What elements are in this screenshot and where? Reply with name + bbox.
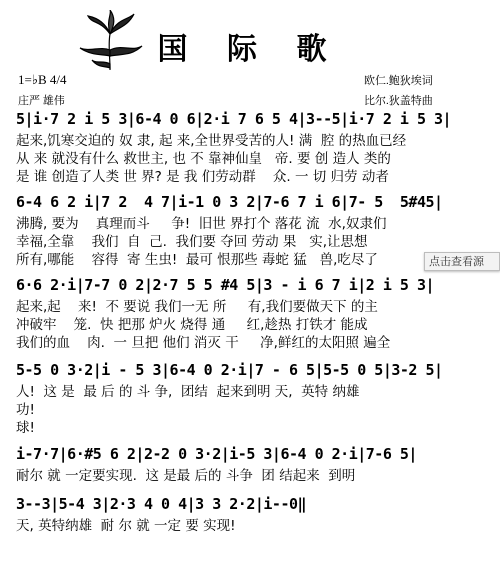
lyric-line: 球! xyxy=(16,420,35,436)
lyric-line: 耐尔 就 一定要实现. 这 是最 后的 斗争 团 结起来 到明 xyxy=(16,468,356,484)
lyric-line: 人! 这 是 最 后 的 斗 争, 团结 起来到明 天, 英特 纳雄 xyxy=(16,384,360,400)
lyric-line: 起来,起 来! 不 要说 我们一无 所 有,我们要做天下 的主 xyxy=(16,299,378,315)
lyricist-credit: 欧仁.鲍狄埃词 xyxy=(364,75,433,87)
key-signature: 1=♭B 4/4 xyxy=(18,72,67,87)
notation-line: 5-5 0 3·2|i - 5 3|6-4 0 2·i|7 - 6 5|5-5 0 5|3-2 5| xyxy=(16,361,443,379)
lyric-line: 沸腾, 要为 真理而斗 争! 旧世 界打个 落花 流 水,奴隶们 xyxy=(16,216,387,232)
lyric-line: 从 来 就没有什么 救世主, 也 不 靠神仙皇 帝. 要 创 造人 类的 xyxy=(16,151,391,167)
lyric-line: 我们的血 肉. 一 旦把 他们 消灭 干 净,鲜红的太阳照 遍全 xyxy=(16,335,391,351)
notation-line: 6-4 6 2 i|7 2 4 7|i-1 0 3 2|7-6 7 i 6|7- 5 5#45| xyxy=(16,193,443,211)
song-title: 国 际 歌 xyxy=(157,33,343,66)
notation-line: i-7·7|6·#5 6 2|2-2 0 3·2|i-5 3|6-4 0 2·i|7-6 5| xyxy=(16,445,417,463)
lyric-line: 冲破牢 笼. 快 把那 炉火 烧得 通 红,趁热 打铁才 能成 xyxy=(16,317,368,333)
lyric-line: 起来,饥寒交迫的 奴 隶, 起 来,全世界受苦的人! 满 腔 的热血已经 xyxy=(16,133,407,149)
lyric-line: 功! xyxy=(16,402,35,418)
view-source-popup[interactable]: 点击查看源 xyxy=(424,252,500,271)
lyric-line: 天, 英特纳雄 耐 尔 就 一定 要 实现! xyxy=(16,518,236,534)
notation-line: 3--3|5-4 3|2·3 4 0 4|3 3 2·2|i--0‖ xyxy=(16,495,307,513)
lyric-line: 所有,哪能 容得 寄 生虫! 最可 恨那些 毒蛇 猛 兽,吃尽了 xyxy=(16,252,378,268)
notation-line: 5|i·7 2 i 5 3|6-4 0 6|2·i 7 6 5 4|3--5|i·7 2 i 5 3| xyxy=(16,110,452,128)
notation-line: 6·6 2·i|7-7 0 2|2·7 5 5 #4 5|3 - i 6 7 i|2 i 5 3| xyxy=(16,276,435,294)
performance-style: 庄严 雄伟 xyxy=(18,95,65,107)
lyric-line: 幸福,全靠 我们 自 己. 我们要 夺回 劳动 果 实,让思想 xyxy=(16,234,368,250)
lyric-line: 是 谁 创造了人类 世 界? 是 我 们劳动群 众. 一 切 归劳 动者 xyxy=(16,169,389,185)
composer-credit: 比尔.狄盖特曲 xyxy=(364,95,433,107)
